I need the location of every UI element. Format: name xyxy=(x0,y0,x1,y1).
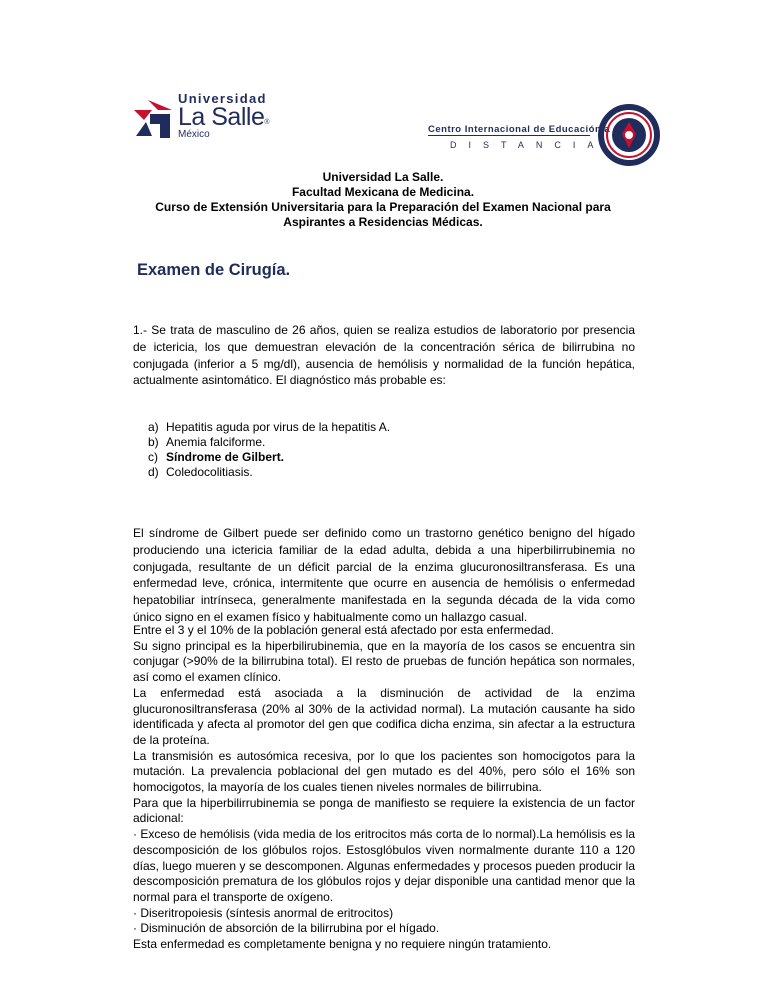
answer-options xyxy=(148,420,390,480)
explanation-line-benign: Esta enfermedad es completamente benigna y no requiere ningún tratamiento. xyxy=(133,937,552,952)
option-text: Hepatitis aguda por virus de la hepatitis A. xyxy=(166,420,391,434)
lasalle-logo xyxy=(130,92,280,142)
course-heading xyxy=(100,170,666,230)
option-letter: b) xyxy=(148,435,159,449)
option-text: Anemia falciforme. xyxy=(166,435,266,449)
heading-line-3: Curso de Extensión Universitaria para la Preparación del Examen Nacional para xyxy=(155,200,611,214)
explanation-line-absorption: · Disminución de absorción de la bilirrubina por el hígado. xyxy=(133,921,440,936)
option-text: Síndrome de Gilbert. xyxy=(166,450,285,464)
explanation-body xyxy=(133,623,635,953)
cied-divider xyxy=(428,135,590,136)
logo-mexico: México xyxy=(178,129,210,140)
option-c xyxy=(148,450,390,465)
explanation-line-prevalence: Entre el 3 y el 10% de la población general está afectado por esta enfermedad. xyxy=(133,623,554,637)
lasalle-star-icon xyxy=(130,96,176,140)
exam-title: Examen de Cirugía. xyxy=(137,261,291,279)
cied-title: Centro Internacional de Educación a xyxy=(428,124,611,135)
explanation-line-sign: Su signo principal es la hiperbilirubinemia, que en la mayoría de los casos se encuentra sin conjugar (>90% de la bilirrubina total). El resto de pruebas de función hepática son normales, así como el examen clínico. xyxy=(133,638,635,685)
option-text: Coledocolitiasis. xyxy=(166,465,253,479)
option-letter: c) xyxy=(148,450,158,464)
explanation-line-hemolysis: · Exceso de hemólisis (vida media de los eritrocitos más corta de lo normal).La hemólisis es la descomposición de los glóbulos rojos. Estosglóbulos viven normalmente durante 110 a 120 días, luego mueren y se descomponen. Algunas enfermedades y procesos pueden producir la descomposición prematura de los glóbulos rojos y dejar disponible una cantidad menor que la normal para el transporte de oxígeno. xyxy=(133,827,635,904)
question-text: 1.- Se trata de masculino de 26 años, quien se realiza estudios de laboratorio por presencia de ictericia, los que demuestran elevación de la concentración sérica de bilirrubina no conjugada (inferior a 5 mg/dl), ausencia de hemólisis y normalidad de la función hepática, actualmente asintomático. El diagnóstico más probable es: xyxy=(133,323,635,388)
heading-line-1: Universidad La Salle. xyxy=(322,170,444,184)
cied-seal-icon xyxy=(598,104,660,166)
logo-lasalle: La Salle® xyxy=(178,103,270,131)
option-d xyxy=(148,465,390,480)
heading-line-2: Facultad Mexicana de Medicina. xyxy=(291,185,475,199)
explanation-line-factor: Para que la hiperbilirrubinemia se ponga de manifiesto se requiere la existencia de un factor adicional: xyxy=(133,795,635,826)
heading-line-4: Aspirantes a Residencias Médicas. xyxy=(283,215,483,229)
cied-subtitle: DISTANCIA xyxy=(450,140,606,150)
logo-universidad: Universidad xyxy=(178,91,267,106)
option-b xyxy=(148,435,390,450)
lasalle-wordmark xyxy=(178,92,269,140)
explanation-line-transmission: La transmisión es autosómica recesiva, por lo que los pacientes son homocigotos para la mutación. La prevalencia poblacional del gen mutado es del 40%, pero sólo el 16% son homocigotos, la mayoría de los cuales tienen niveles normales de bilirrubina. xyxy=(133,748,635,795)
explanation-paragraph-1: El síndrome de Gilbert puede ser definido como un trastorno genético benigno del hígado produciendo una ictericia familiar de la edad adulta, debida a una hiperbilirrubinemia no conjugada, resultante de un déficit parcial de la enzima glucuronosiltransferasa. Es una enfermedad leve, crónica, intermitente que ocurre en ausencia de hemólisis o enfermedad hepatobiliar intrínseca, generalmente manifestada en la segunda década de la vida como único signo en el examen físico y habitualmente como un hallazgo casual. xyxy=(133,526,635,624)
option-letter: d) xyxy=(148,465,159,479)
option-a xyxy=(148,420,390,435)
cied-logo xyxy=(428,104,688,168)
explanation-line-diseritropoiesis: · Diseritropoiesis (síntesis anormal de eritrocitos) xyxy=(133,905,394,920)
option-letter: a) xyxy=(148,420,159,434)
explanation-line-enzyme: La enfermedad está asociada a la disminución de actividad de la enzima glucuronosiltransferasa (20% al 30% de la actividad normal). La mutación causante ha sido identificada y afecta al promotor del gen que codifica dicha enzima, sin afectar a la estructura de la proteína. xyxy=(133,685,635,747)
